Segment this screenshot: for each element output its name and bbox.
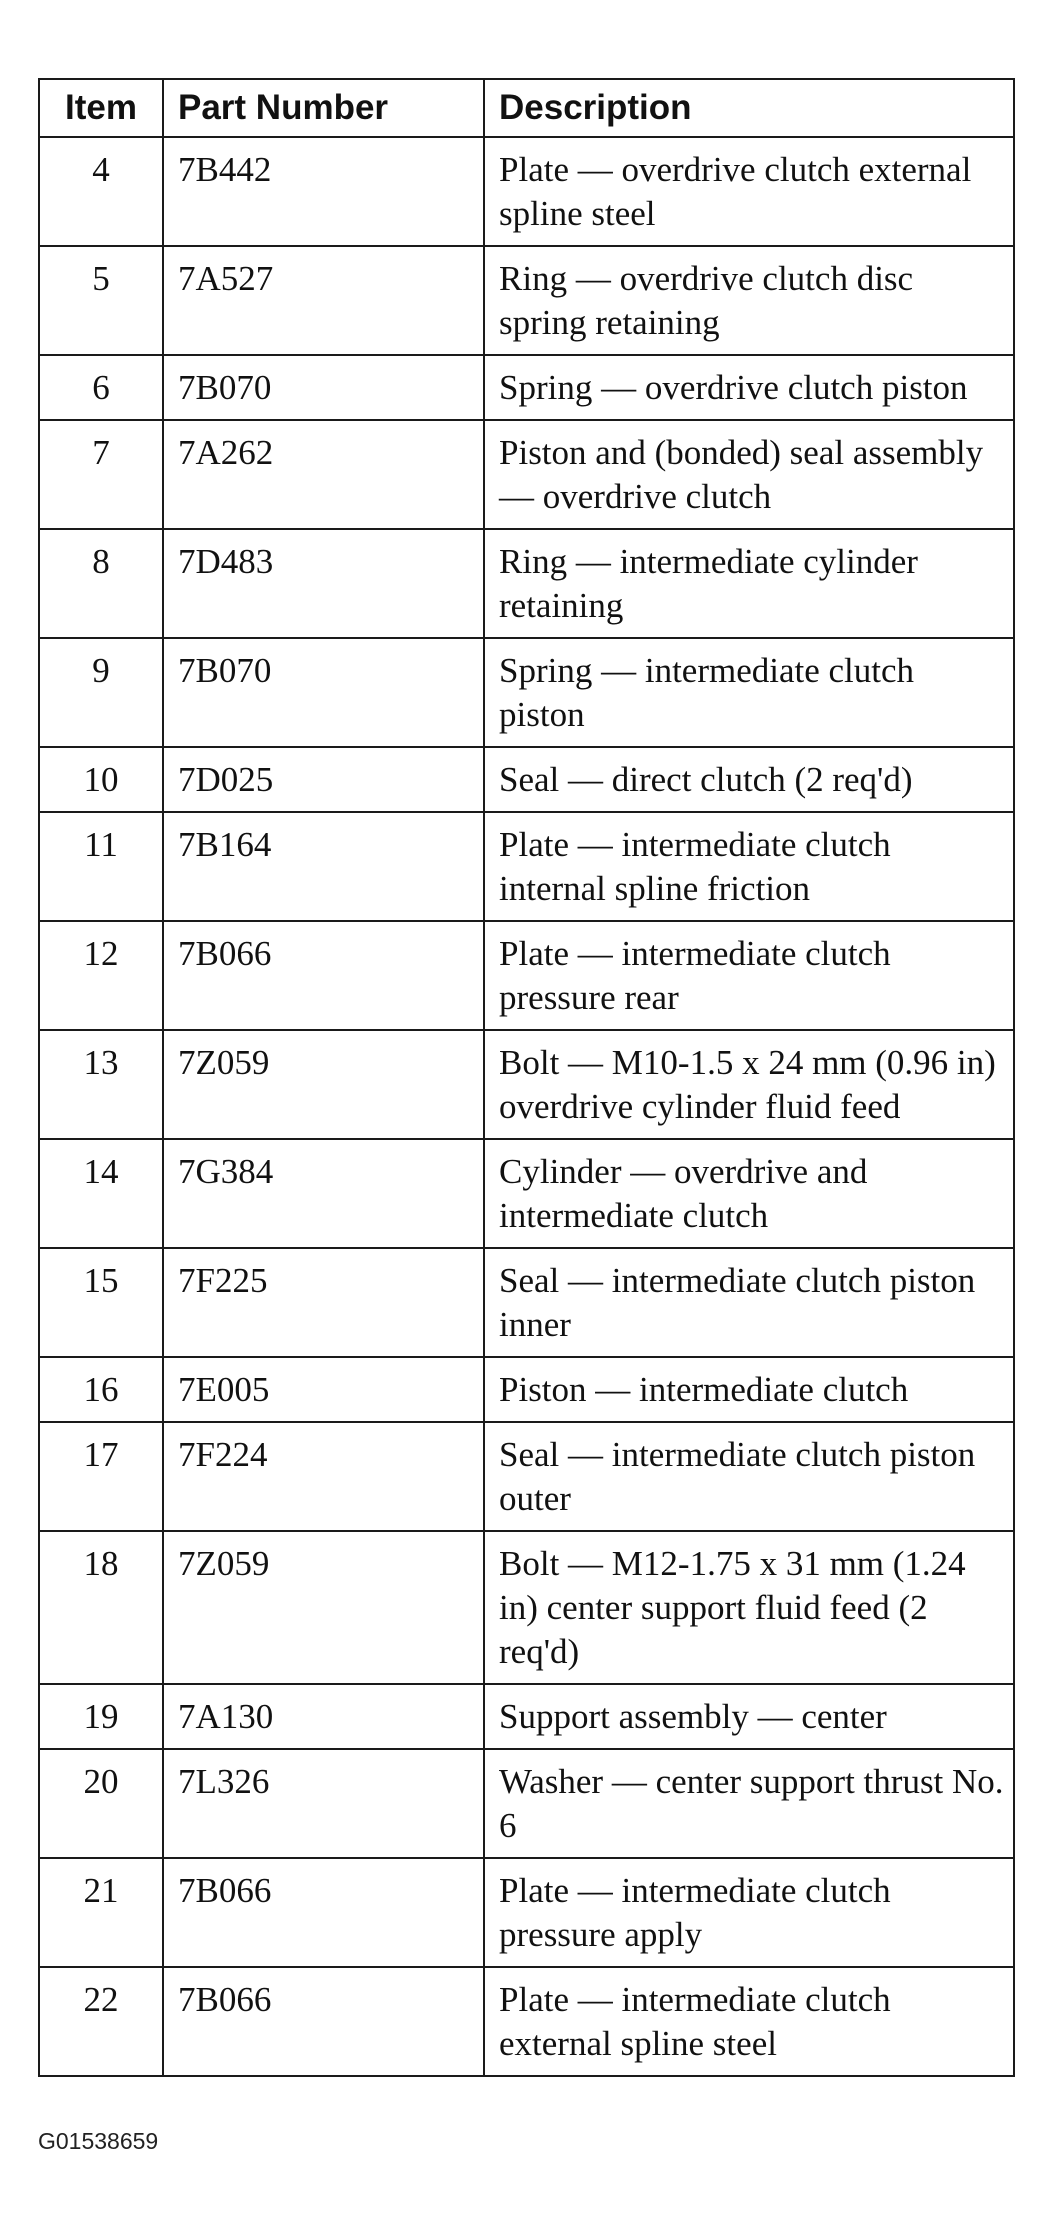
cell-item: 13 [39, 1030, 163, 1139]
cell-part-number: 7B164 [163, 812, 484, 921]
cell-description: Spring — overdrive clutch piston [484, 355, 1014, 420]
cell-part-number: 7B442 [163, 137, 484, 246]
cell-item: 6 [39, 355, 163, 420]
cell-part-number: 7A262 [163, 420, 484, 529]
cell-description: Seal — intermediate clutch piston inner [484, 1248, 1014, 1357]
cell-description: Seal — intermediate clutch piston outer [484, 1422, 1014, 1531]
cell-item: 19 [39, 1684, 163, 1749]
cell-part-number: 7F224 [163, 1422, 484, 1531]
cell-item: 8 [39, 529, 163, 638]
cell-item: 20 [39, 1749, 163, 1858]
cell-description: Bolt — M12-1.75 x 31 mm (1.24 in) center support fluid feed (2 req'd) [484, 1531, 1014, 1684]
cell-part-number: 7B070 [163, 355, 484, 420]
cell-item: 5 [39, 246, 163, 355]
cell-description: Spring — intermediate clutch piston [484, 638, 1014, 747]
table-body [39, 137, 1014, 2076]
cell-part-number: 7B070 [163, 638, 484, 747]
table-row [39, 1139, 1014, 1248]
cell-description: Plate — intermediate clutch pressure rear [484, 921, 1014, 1030]
cell-description: Support assembly — center [484, 1684, 1014, 1749]
cell-part-number: 7D025 [163, 747, 484, 812]
cell-item: 11 [39, 812, 163, 921]
table-row [39, 1422, 1014, 1531]
table-row [39, 137, 1014, 246]
cell-part-number: 7Z059 [163, 1030, 484, 1139]
table-row [39, 1248, 1014, 1357]
cell-description: Plate — intermediate clutch pressure apply [484, 1858, 1014, 1967]
cell-item: 14 [39, 1139, 163, 1248]
table-row [39, 1531, 1014, 1684]
table-row [39, 1749, 1014, 1858]
table-row [39, 246, 1014, 355]
cell-description: Seal — direct clutch (2 req'd) [484, 747, 1014, 812]
figure-id: G01538659 [38, 2128, 159, 2154]
cell-part-number: 7B066 [163, 1967, 484, 2076]
cell-item: 16 [39, 1357, 163, 1422]
cell-item: 18 [39, 1531, 163, 1684]
cell-part-number: 7A130 [163, 1684, 484, 1749]
table-row [39, 1030, 1014, 1139]
cell-description: Ring — intermediate cylinder retaining [484, 529, 1014, 638]
table-row [39, 638, 1014, 747]
parts-table [38, 78, 1015, 2077]
table-row [39, 921, 1014, 1030]
table-row [39, 355, 1014, 420]
table-row [39, 1684, 1014, 1749]
header-part-number: Part Number [163, 79, 484, 137]
table-row [39, 1967, 1014, 2076]
cell-description: Washer — center support thrust No. 6 [484, 1749, 1014, 1858]
cell-part-number: 7E005 [163, 1357, 484, 1422]
cell-part-number: 7F225 [163, 1248, 484, 1357]
table-row [39, 1858, 1014, 1967]
table-header-row [39, 79, 1014, 137]
table-row [39, 420, 1014, 529]
header-item: Item [39, 79, 163, 137]
cell-description: Plate — intermediate clutch external spline steel [484, 1967, 1014, 2076]
cell-part-number: 7L326 [163, 1749, 484, 1858]
cell-item: 22 [39, 1967, 163, 2076]
header-description: Description [484, 79, 1014, 137]
cell-description: Ring — overdrive clutch disc spring retaining [484, 246, 1014, 355]
table-row [39, 529, 1014, 638]
cell-item: 9 [39, 638, 163, 747]
cell-part-number: 7G384 [163, 1139, 484, 1248]
cell-part-number: 7Z059 [163, 1531, 484, 1684]
cell-item: 7 [39, 420, 163, 529]
cell-description: Bolt — M10-1.5 x 24 mm (0.96 in) overdrive cylinder fluid feed [484, 1030, 1014, 1139]
table-row [39, 747, 1014, 812]
table-row [39, 1357, 1014, 1422]
cell-part-number: 7A527 [163, 246, 484, 355]
cell-description: Plate — intermediate clutch internal spline friction [484, 812, 1014, 921]
cell-item: 17 [39, 1422, 163, 1531]
cell-part-number: 7B066 [163, 921, 484, 1030]
table-row [39, 812, 1014, 921]
cell-item: 21 [39, 1858, 163, 1967]
cell-part-number: 7B066 [163, 1858, 484, 1967]
cell-description: Plate — overdrive clutch external spline steel [484, 137, 1014, 246]
cell-description: Piston and (bonded) seal assembly — overdrive clutch [484, 420, 1014, 529]
cell-part-number: 7D483 [163, 529, 484, 638]
cell-item: 12 [39, 921, 163, 1030]
cell-item: 4 [39, 137, 163, 246]
cell-item: 10 [39, 747, 163, 812]
cell-description: Piston — intermediate clutch [484, 1357, 1014, 1422]
cell-item: 15 [39, 1248, 163, 1357]
cell-description: Cylinder — overdrive and intermediate clutch [484, 1139, 1014, 1248]
